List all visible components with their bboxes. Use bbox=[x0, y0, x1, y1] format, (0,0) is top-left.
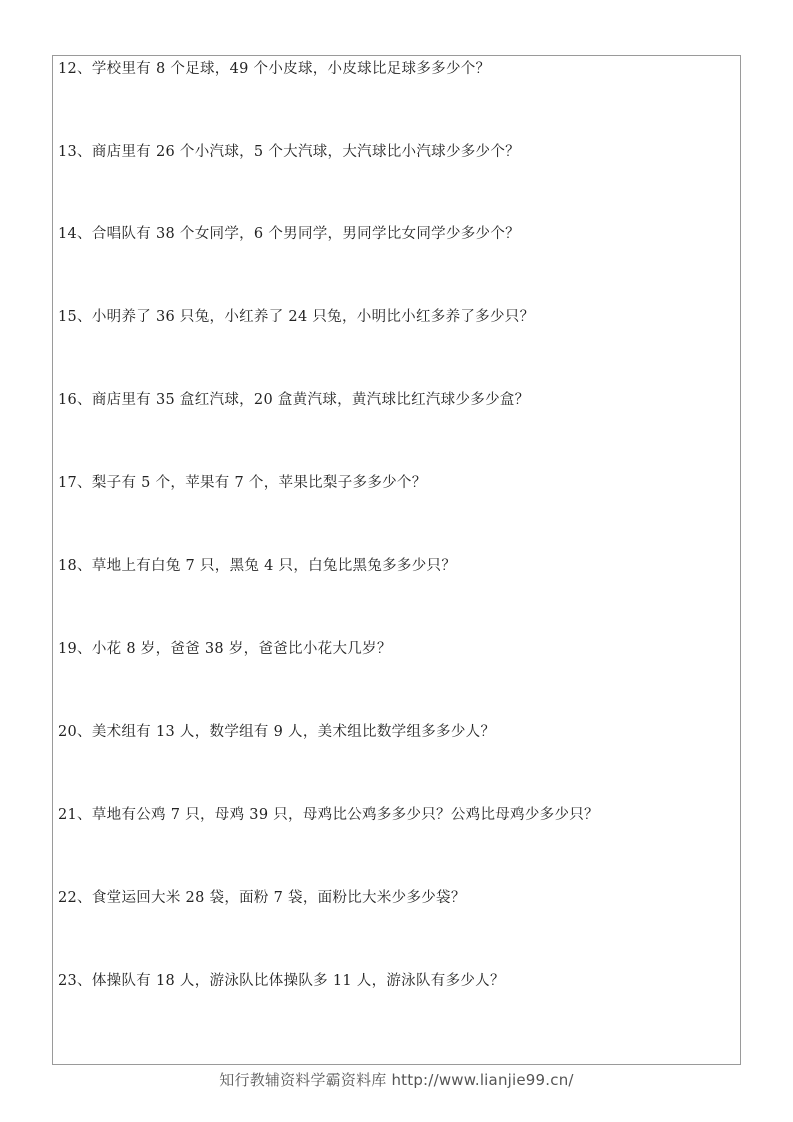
question-15: 15、小明养了 36 只兔，小红养了 24 只兔，小明比小红多养了多少只？ bbox=[58, 309, 535, 325]
worksheet-frame bbox=[52, 55, 741, 1065]
question-19: 19、小花 8 岁，爸爸 38 岁，爸爸比小花大几岁？ bbox=[58, 641, 392, 657]
question-13: 13、商店里有 26 个小汽球，5 个大汽球，大汽球比小汽球少多少个？ bbox=[58, 144, 520, 160]
question-18: 18、草地上有白兔 7 只，黑兔 4 只，白兔比黑兔多多少只？ bbox=[58, 558, 457, 574]
question-23: 23、体操队有 18 人，游泳队比体操队多 11 人，游泳队有多少人？ bbox=[58, 973, 505, 989]
question-17: 17、梨子有 5 个，苹果有 7 个，苹果比梨子多多少个？ bbox=[58, 475, 427, 491]
question-12: 12、学校里有 8 个足球，49 个小皮球，小皮球比足球多多少个？ bbox=[58, 61, 491, 77]
question-20: 20、美术组有 13 人，数学组有 9 人，美术组比数学组多多少人？ bbox=[58, 724, 496, 740]
question-14: 14、合唱队有 38 个女同学，6 个男同学，男同学比女同学少多少个？ bbox=[58, 226, 520, 242]
question-22: 22、食堂运回大米 28 袋，面粉 7 袋，面粉比大米少多少袋？ bbox=[58, 890, 466, 906]
question-16: 16、商店里有 35 盒红汽球，20 盒黄汽球，黄汽球比红汽球少多少盒？ bbox=[58, 392, 530, 408]
question-21: 21、草地有公鸡 7 只，母鸡 39 只，母鸡比公鸡多多少只？公鸡比母鸡少多少只？ bbox=[58, 807, 599, 823]
footer-watermark: 知行教辅资料学霸资料库 http://www.lianjie99.cn/ bbox=[219, 1071, 574, 1089]
